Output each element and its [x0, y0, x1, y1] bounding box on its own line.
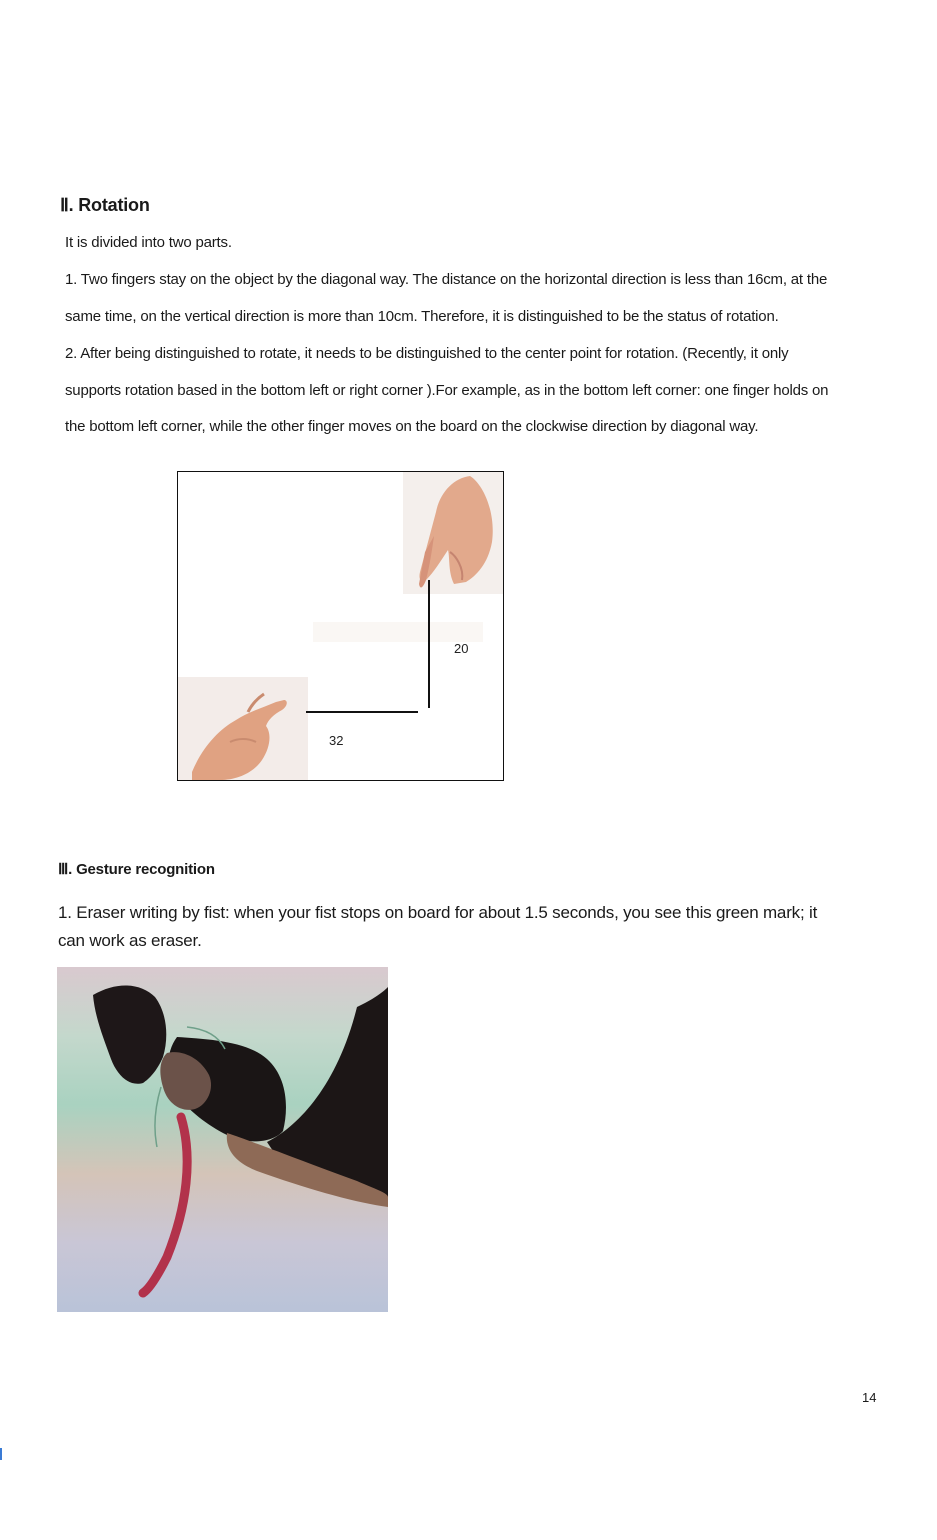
vertical-distance-label: 20	[454, 641, 469, 656]
rotation-item1-line1: 1. Two fingers stay on the object by the diagonal way. The distance on the horizontal direction is less than 16cm, at the	[65, 271, 828, 288]
pointing-hand-bottom-left-image	[178, 677, 308, 780]
rotation-item1-line2: same time, on the vertical direction is more than 10cm. Therefore, it is distinguished to be the status of rotation.	[65, 308, 779, 325]
eraser-description-line2: can work as eraser.	[58, 931, 202, 950]
fist-eraser-photo	[57, 967, 388, 1312]
rotation-item2-line1: 2. After being distinguished to rotate, it needs to be distinguished to the center point for rotation. (Recently, it only	[65, 345, 789, 362]
pointing-hand-top-right-image	[403, 472, 503, 594]
section-heading-gesture-recognition: Ⅲ. Gesture recognition	[58, 861, 215, 878]
rotation-item2-line3: the bottom left corner, while the other finger moves on the board on the clockwise direction by diagonal way.	[65, 418, 759, 435]
eraser-description-line1: 1. Eraser writing by fist: when your fist stops on board for about 1.5 seconds, you see this green mark; it	[58, 903, 818, 922]
margin-mark	[0, 1448, 2, 1460]
horizontal-distance-label: 32	[329, 733, 344, 748]
page-number: 14	[862, 1390, 877, 1405]
rotation-item2-line2: supports rotation based in the bottom left or right corner ).For example, as in the bottom left corner: one finger holds on	[65, 382, 829, 399]
rotation-intro: It is divided into two parts.	[65, 234, 232, 251]
section-heading-rotation: Ⅱ. Rotation	[60, 195, 150, 215]
rotation-diagram	[177, 471, 504, 781]
